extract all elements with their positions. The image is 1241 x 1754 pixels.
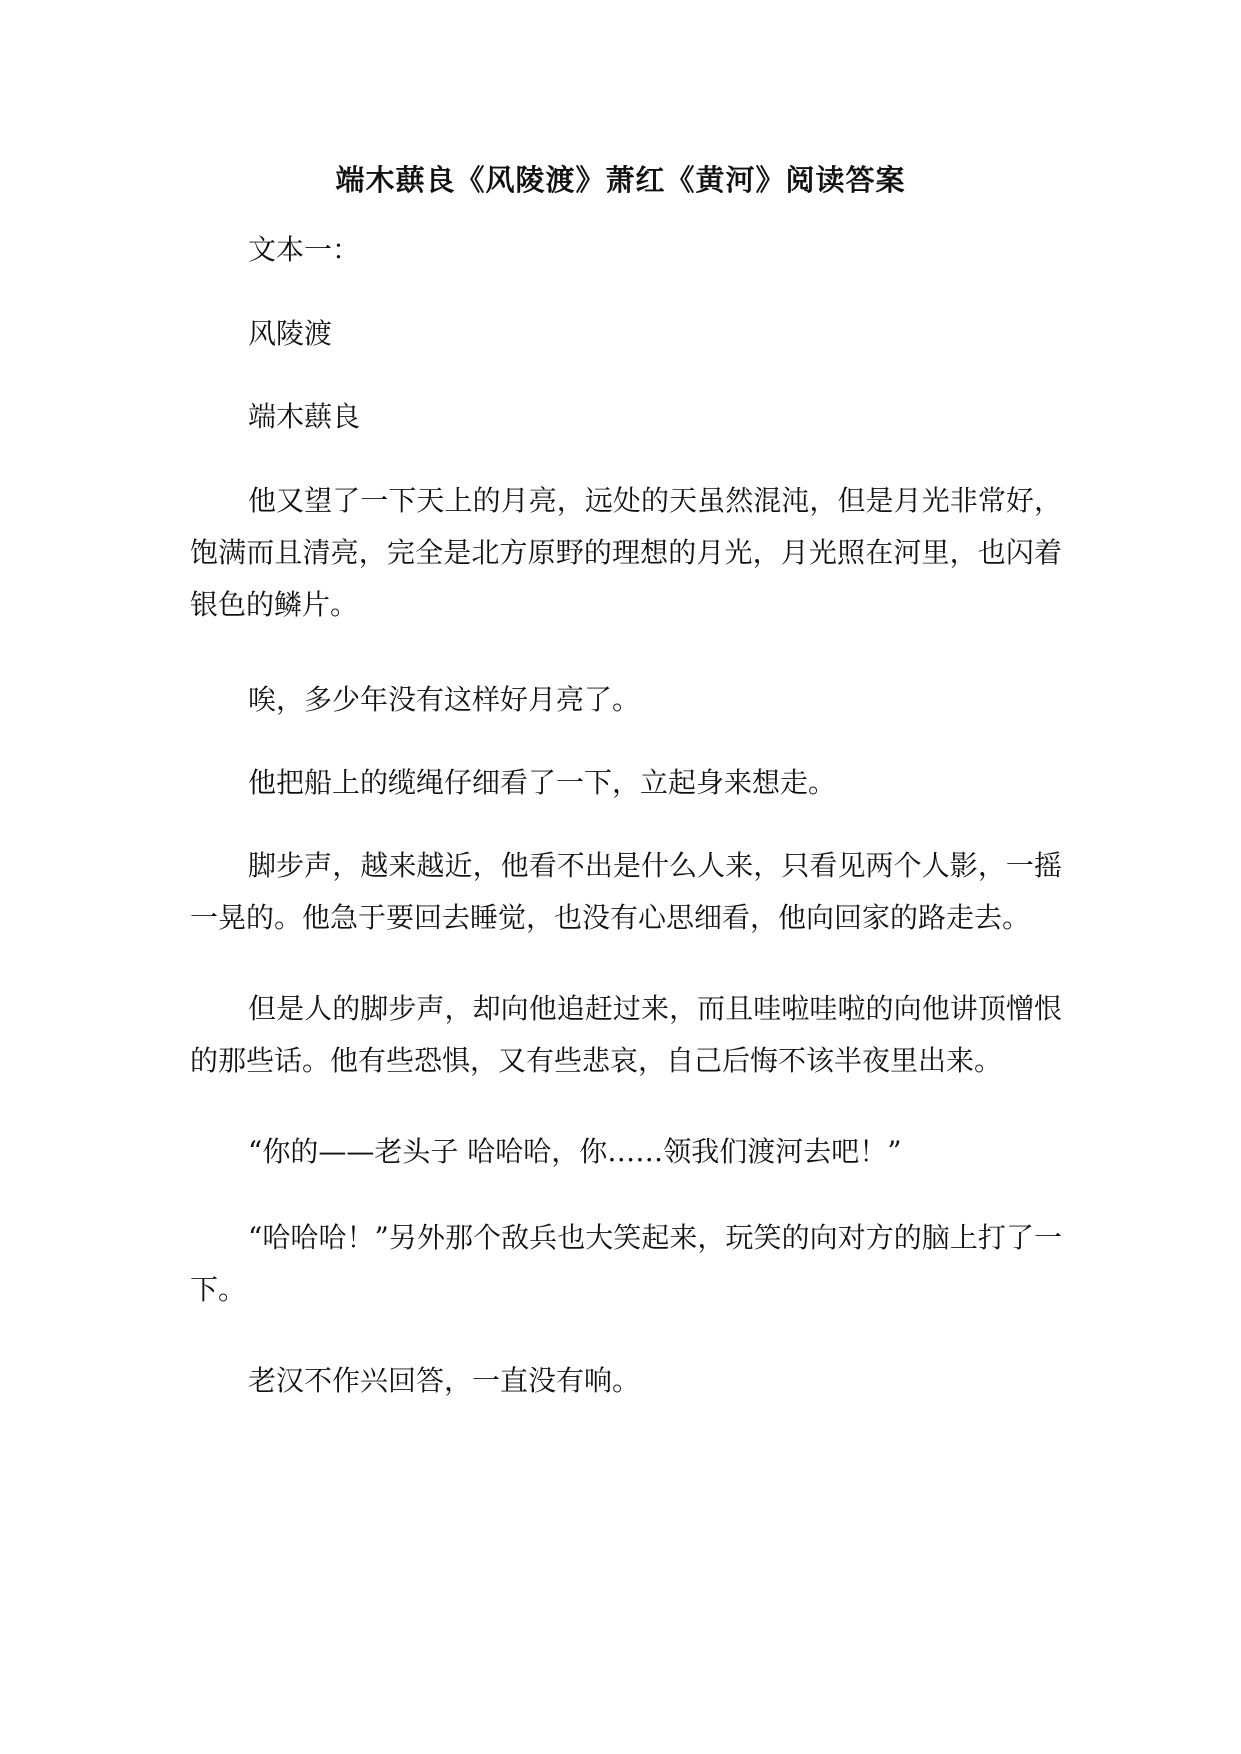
paragraph-text-one-label: 文本一： [248,233,361,266]
paragraph-story-title: 风陵渡 [248,317,333,350]
paragraph-rope: 他把船上的缆绳仔细看了一下，立起身来想走。 [248,766,837,799]
paragraph-sigh: 唉，多少年没有这样好月亮了。 [248,683,641,716]
paragraph-author: 端木蕻良 [248,400,361,433]
paragraph-moonlight: 他又望了一下天上的月亮，远处的天虽然混沌，但是月光非常好，饱满而且清亮，完全是北方原野的理想的月光，月光照在河里，也闪着银色的鳞片。 [190,484,1062,621]
paragraph-chase: 但是人的脚步声，却向他追赶过来，而且哇啦哇啦的向他讲顶憎恨的那些话。他有些恐惧，又有些悲哀，自己后悔不该半夜里出来。 [190,992,1062,1077]
paragraph-old-man-silent: 老汉不作兴回答，一直没有响。 [248,1364,641,1397]
paragraph-footsteps: 脚步声，越来越近，他看不出是什么人来，只看见两个人影，一摇一晃的。他急于要回去睡觉，也没有心思细看，他向回家的路走去。 [190,849,1062,934]
document-title: 端木蕻良《风陵渡》萧红《黄河》阅读答案 [335,163,906,197]
paragraph-laughter: “哈哈哈！”另外那个敌兵也大笑起来，玩笑的向对方的脑上打了一下。 [190,1221,1062,1306]
paragraph-soldier-speech: “你的——老头子 哈哈哈，你……领我们渡河去吧！” [248,1135,902,1168]
